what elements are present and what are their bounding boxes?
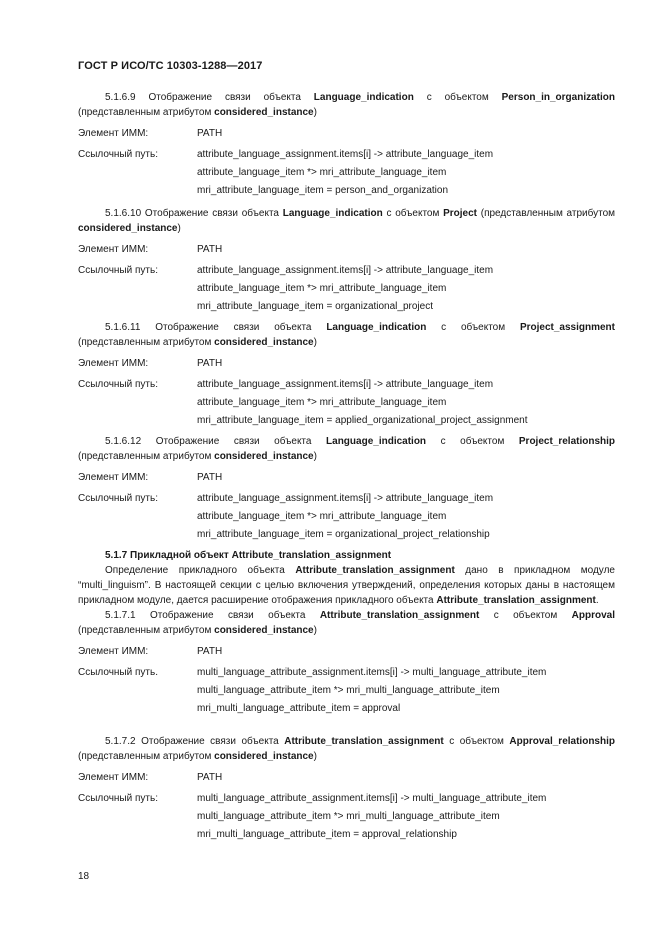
ref-path-label: Ссылочный путь. [78,667,158,678]
ref-path-label: Ссылочный путь: [78,793,158,804]
element-label: Элемент ИММ: [78,244,149,255]
section-5-1-6-11 [78,320,615,428]
section-5-1-7-2 [78,734,615,842]
ref-path-line: attribute_language_assignment.items[i] -> attribute_language_item [197,379,494,390]
ref-path-line: attribute_language_assignment.items[i] -> attribute_language_item [197,493,494,504]
ref-path-label: Ссылочный путь: [78,379,158,390]
section-5-1-7 [78,548,615,716]
ref-path-label: Ссылочный путь: [78,265,158,276]
section-title: 5.1.7 Прикладной объект Attribute_translation_assignment [105,550,392,561]
ref-path-line: attribute_language_item *> mri_attribute_language_item [197,283,447,294]
ref-path-line: attribute_language_assignment.items[i] -> attribute_language_item [197,149,494,160]
section-heading: 5.1.6.12 Отображение связи объекта Language_indication с объектом Project_relationship (представленным атрибутом considered_instance) [78,436,616,462]
element-value: PATH [197,358,223,369]
section-heading: 5.1.7.2 Отображение связи объекта Attribute_translation_assignment с объектом Approval_relationship (представленным атрибутом considered_instance) [78,736,615,762]
section-paragraph: Определение прикладного объекта Attribute_translation_assignment дано в прикладном модуле “multi_linguism”. В настоящей секции с целью включения утверждений, определения которых даны в настоящем прикладном модуле, дается расширение отображения прикладного объекта Attribute_translation_assignment. [78,565,615,606]
ref-path-line: multi_language_attribute_assignment.items[i] -> multi_language_attribute_item [197,667,547,678]
ref-path-line: mri_attribute_language_item = applied_organizational_project_assignment [197,415,528,426]
ref-path-line: mri_multi_language_attribute_item = approval [197,703,401,714]
section-heading: 5.1.6.11 Отображение связи объекта Language_indication с объектом Project_assignment (представленным атрибутом considered_instance) [78,322,615,348]
ref-path-line: multi_language_attribute_item *> mri_multi_language_attribute_item [197,685,500,696]
ref-path-label: Ссылочный путь: [78,493,158,504]
element-label: Элемент ИММ: [78,472,149,483]
ref-path-line: multi_language_attribute_item *> mri_multi_language_attribute_item [197,811,500,822]
element-label: Элемент ИММ: [78,772,149,783]
ref-path-line: multi_language_attribute_assignment.items[i] -> multi_language_attribute_item [197,793,547,804]
page-number: 18 [78,871,90,882]
ref-path-line: attribute_language_assignment.items[i] -> attribute_language_item [197,265,494,276]
ref-path-label: Ссылочный путь: [78,149,158,160]
ref-path-line: mri_attribute_language_item = organizational_project_relationship [197,529,490,540]
ref-path-line: mri_multi_language_attribute_item = approval_relationship [197,829,457,840]
element-label: Элемент ИММ: [78,128,149,139]
ref-path-line: mri_attribute_language_item = person_and_organization [197,185,449,196]
section-heading: 5.1.6.10 Отображение связи объекта Language_indication с объектом Project (представленным атрибутом considered_instance) [78,208,616,234]
element-value: PATH [197,772,223,783]
ref-path-line: attribute_language_item *> mri_attribute_language_item [197,397,447,408]
element-label: Элемент ИММ: [78,646,149,657]
section-heading: 5.1.7.1 Отображение связи объекта Attribute_translation_assignment с объектом Approval (представленным атрибутом considered_instance) [78,610,615,636]
document-header: ГОСТ Р ИСО/ТС 10303-1288—2017 [78,60,263,72]
ref-path-line: mri_attribute_language_item = organizational_project [197,301,433,312]
element-value: PATH [197,472,223,483]
section-5-1-6-9 [78,90,615,198]
ref-path-line: attribute_language_item *> mri_attribute_language_item [197,511,447,522]
section-heading: 5.1.6.9 Отображение связи объекта Language_indication с объектом Person_in_organization (представленным атрибутом considered_instance) [78,92,615,118]
element-value: PATH [197,244,223,255]
section-5-1-6-10 [78,206,615,314]
section-5-1-6-12 [78,434,615,542]
element-label: Элемент ИММ: [78,358,149,369]
ref-path-line: attribute_language_item *> mri_attribute_language_item [197,167,447,178]
element-value: PATH [197,646,223,657]
element-value: PATH [197,128,223,139]
